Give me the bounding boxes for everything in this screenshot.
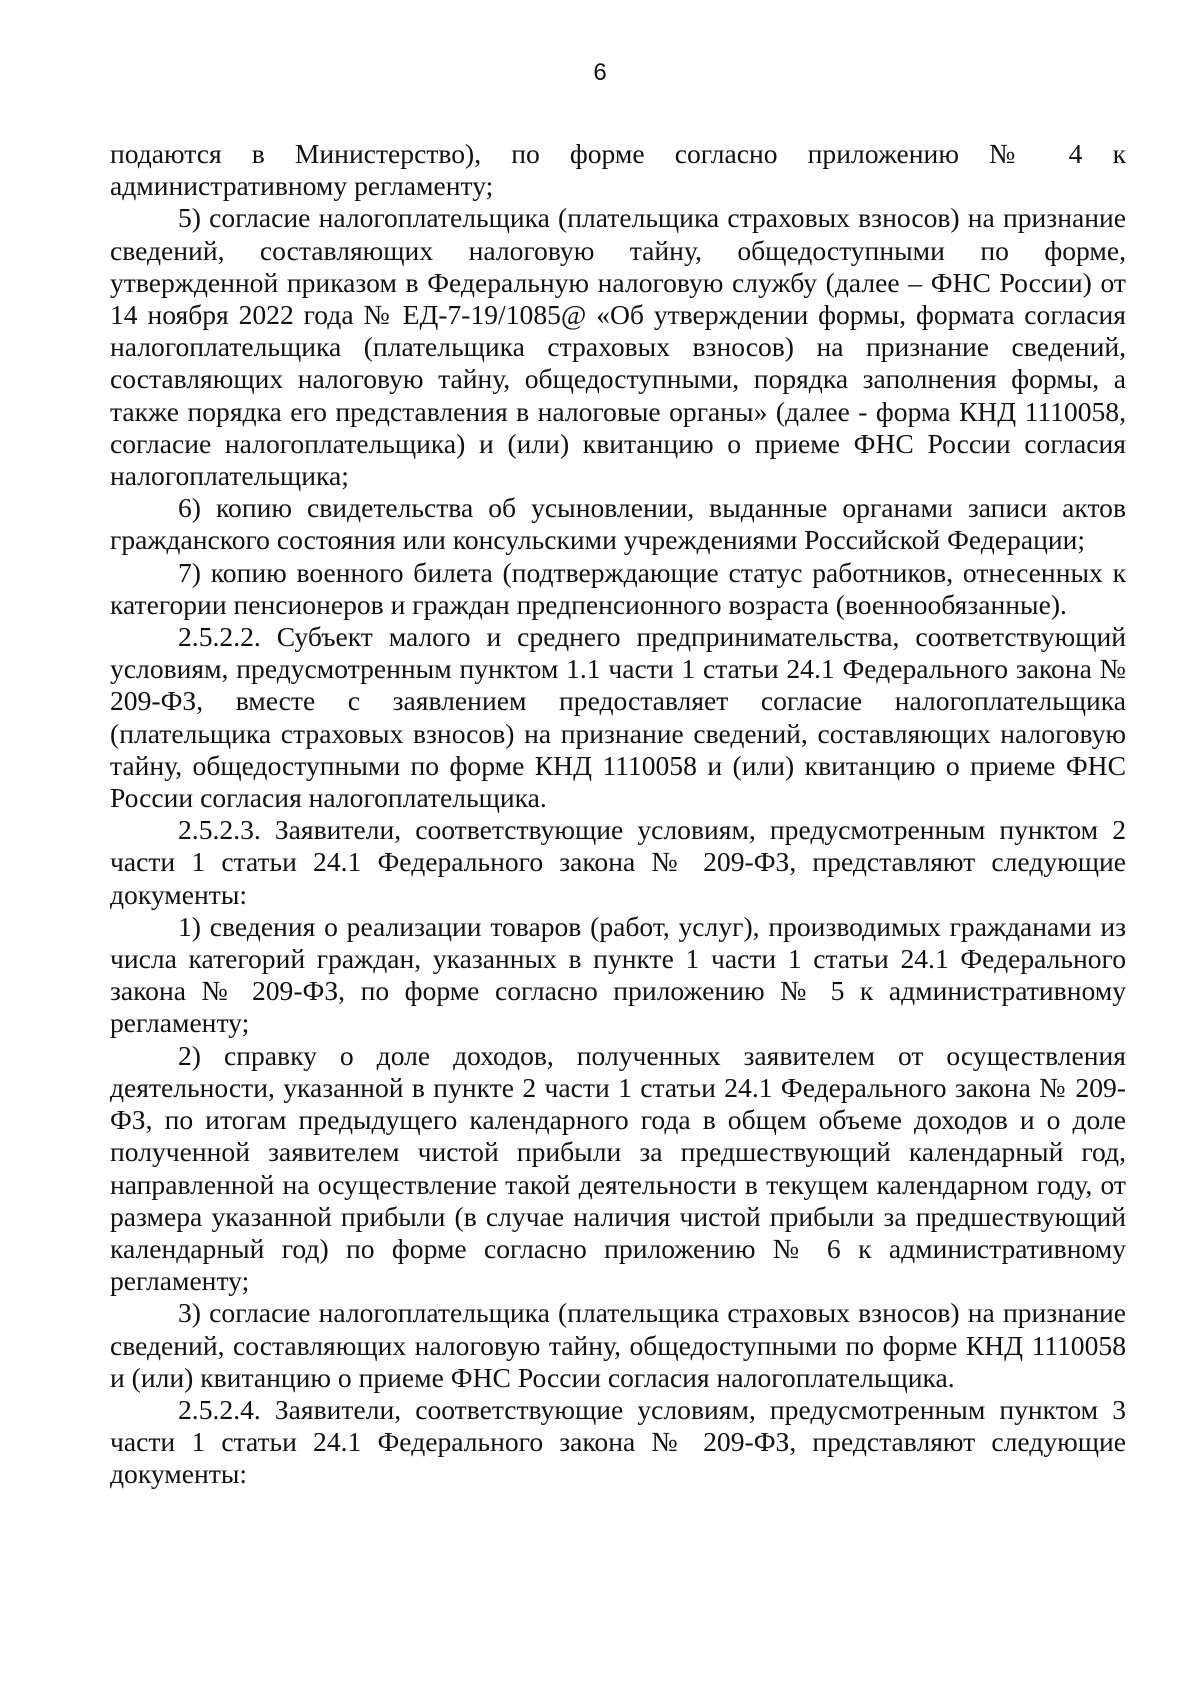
paragraph-2-5-2-3-item-2: 2) справку о доле доходов, полученных заявителем от осуществления деятельности, указанной в пункте 2 части 1 статьи 24.1 Федерального закона № 209-ФЗ, по итогам предыдущего календарного года в общем объеме доходов и о доле полученной заявителем чистой прибыли за предшествующий календарный год, направленной на осуществление такой деятельности в текущем календарном году, от размера указанной прибыли (в случае наличия чистой прибыли за предшествующий календарный год) по форме согласно приложению № 6 к административному регламенту; <box>110 1039 1126 1297</box>
paragraph-2-5-2-4: 2.5.2.4. Заявители, соответствующие условиям, предусмотренным пунктом 3 части 1 статьи 24.1 Федерального закона № 209-ФЗ, представляют следующие документы: <box>110 1393 1126 1490</box>
paragraph-2-5-2-3: 2.5.2.3. Заявители, соответствующие условиям, предусмотренным пунктом 2 части 1 статьи 24.1 Федерального закона № 209-ФЗ, представляют следующие документы: <box>110 814 1126 910</box>
page-number: 6 <box>593 59 607 86</box>
paragraph-1: подаются в Министерство), по форме согласно приложению № 4 к административному регламенту; <box>110 138 1126 202</box>
document-body <box>110 138 1126 1491</box>
paragraph-2-5-2-3-item-1: 1) сведения о реализации товаров (работ, услуг), производимых гражданами из числа категорий граждан, указанных в пункте 1 части 1 статьи 24.1 Федерального закона № 209-ФЗ, по форме согласно приложению № 5 к административному регламенту; <box>110 910 1126 1039</box>
paragraph-2-5-2-3-item-3: 3) согласие налогоплательщика (плательщика страховых взносов) на признание сведений, составляющих налоговую тайну, общедоступными по форме КНД 1110058 и (или) квитанцию о приеме ФНС России согласия налогоплательщика. <box>110 1297 1126 1393</box>
paragraph-item-7: 7) копию военного билета (подтверждающие статус работников, отнесенных к категории пенсионеров и граждан предпенсионного возраста (военнообязанные). <box>110 556 1126 620</box>
paragraph-item-6: 6) копию свидетельства об усыновлении, выданные органами записи актов гражданского состояния или консульскими учреждениями Российской Федерации; <box>110 492 1126 556</box>
paragraph-2-5-2-2: 2.5.2.2. Субъект малого и среднего предпринимательства, соответствующий условиям, предусмотренным пунктом 1.1 части 1 статьи 24.1 Федерального закона № 209-ФЗ, вместе с заявлением предоставляет согласие налогоплательщика (плательщика страховых взносов) на признание сведений, составляющих налоговую тайну, общедоступными по форме КНД 1110058 и (или) квитанцию о приеме ФНС России согласия налогоплательщика. <box>110 621 1126 814</box>
paragraph-item-5: 5) согласие налогоплательщика (плательщика страховых взносов) на признание сведений, составляющих налоговую тайну, общедоступными по форме, утвержденной приказом в Федеральную налоговую службу (далее – ФНС России) от 14 ноября 2022 года № ЕД-7-19/1085@ «Об утверждении формы, формата согласия налогоплательщика (плательщика страховых взносов) на признание сведений, составляющих налоговую тайну, общедоступными, порядка заполнения формы, а также порядка его представления в налоговые органы» (далее - форма КНД 1110058, согласие налогоплательщика) и (или) квитанцию о приеме ФНС России согласия налогоплательщика; <box>110 202 1126 492</box>
